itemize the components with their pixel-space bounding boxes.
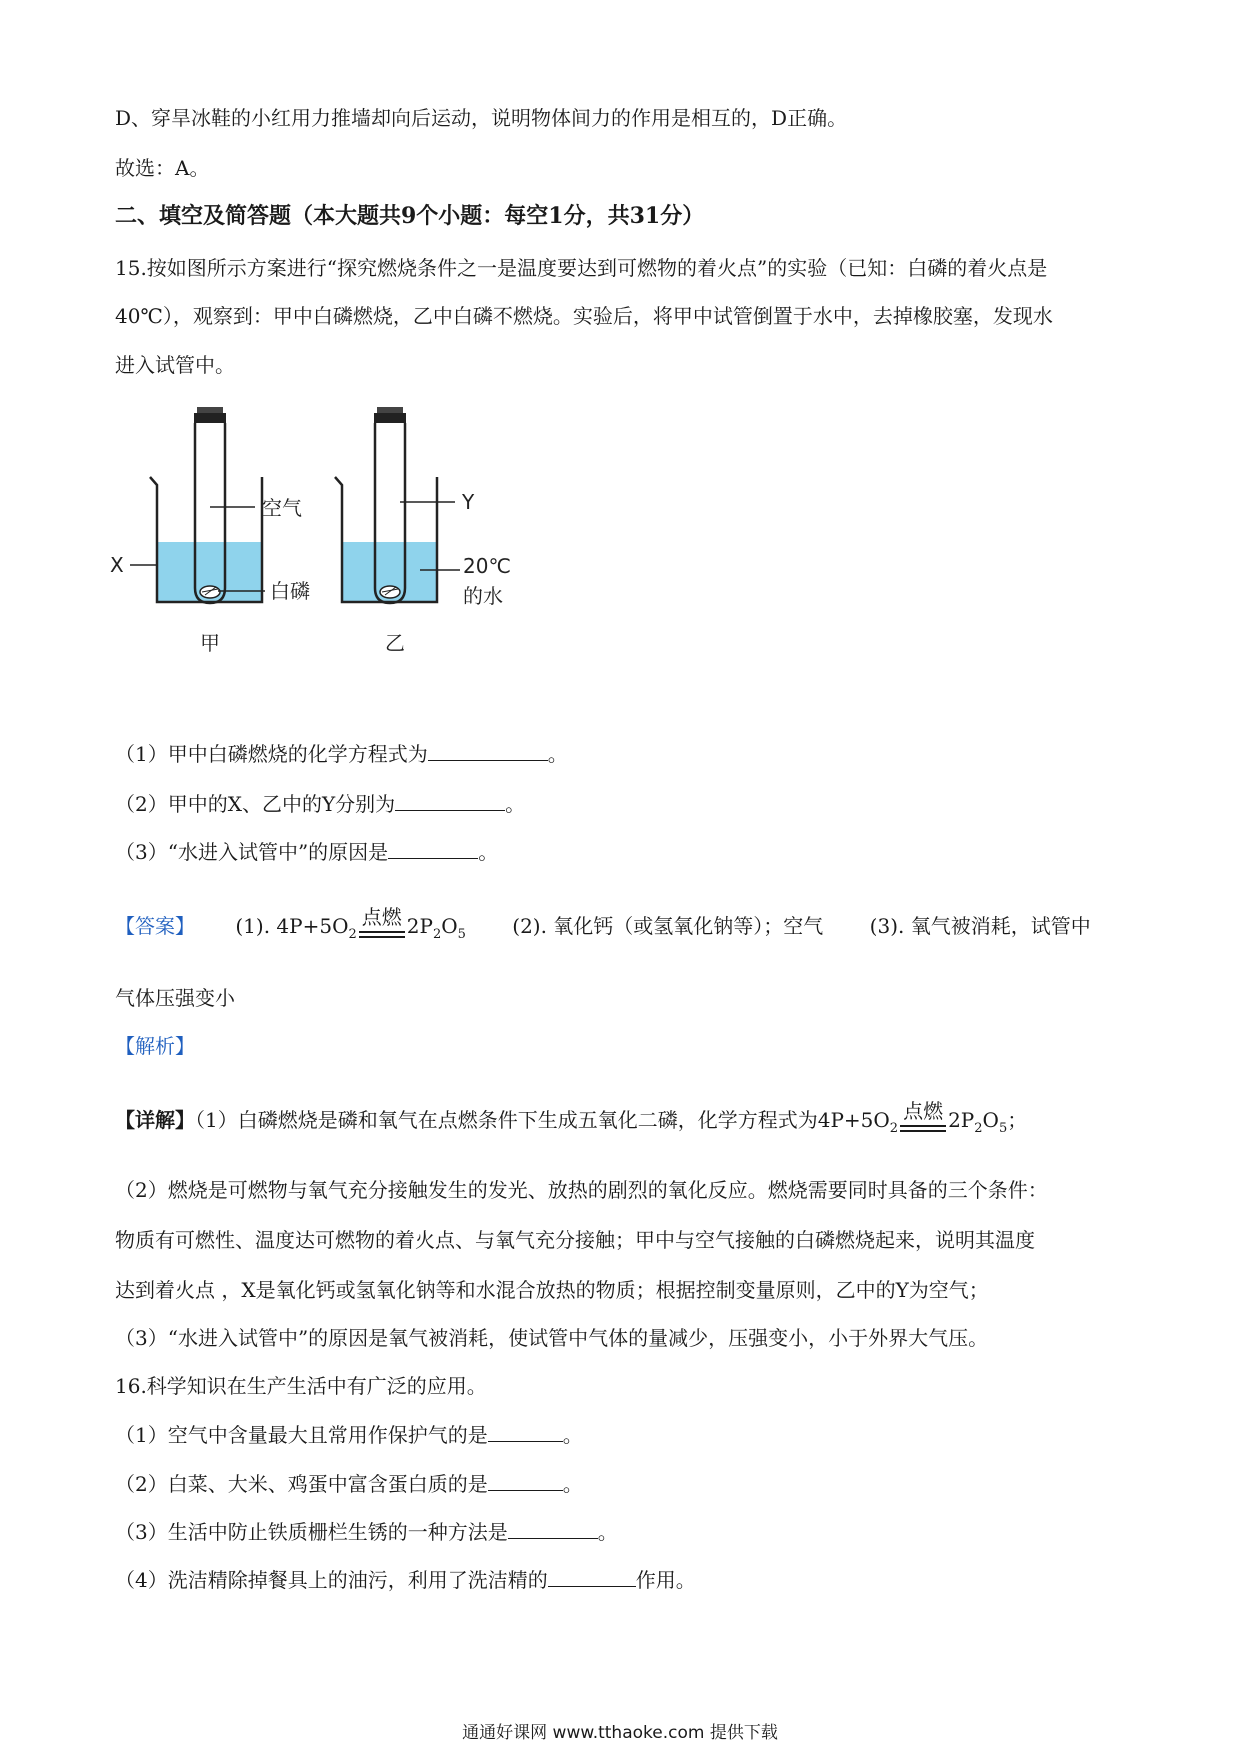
label-water: 的水 — [463, 584, 503, 608]
equation-sign: 点燃 — [357, 921, 407, 949]
q16-part-3: （3）生活中防止铁质栅栏生锈的一种方法是 。 — [115, 1520, 618, 1544]
stopper-yi — [374, 413, 406, 423]
detail-line-4: 达到着火点 ，X是氧化钙或氢氧化钠等和水混合放热的物质；根据控制变量原则，乙中的Y为空气； — [115, 1278, 989, 1302]
detail-line-3: 物质有可燃性、温度达可燃物的着火点、与氧气充分接触；甲中与空气接触的白磷燃烧起来，说明其温度 — [115, 1228, 1035, 1252]
choose-text: 故选：A。 — [115, 156, 210, 180]
q16-part-4: （4）洗洁精除掉餐具上的油污，利用了洗洁精的 作用。 — [115, 1568, 696, 1592]
q16-part-2: （2）白菜、大米、鸡蛋中富含蛋白质的是 。 — [115, 1472, 583, 1496]
q15-part-3: （3）“水进入试管中”的原因是 。 — [115, 840, 499, 864]
stopper-top-yi — [377, 407, 403, 413]
stopper-jia — [194, 413, 226, 423]
detail-line-5: （3）“水进入试管中”的原因是氧气被消耗，使试管中气体的量减少，压强变小，小于外界大气压。 — [115, 1326, 989, 1350]
answer-blank[interactable] — [508, 1520, 598, 1539]
beaker-jia — [130, 407, 265, 603]
label-air: 空气 — [262, 496, 302, 520]
footer: 通通好课网 www.tthaoke.com 提供下载 — [462, 1723, 778, 1743]
label-y: Y — [462, 490, 475, 514]
option-d-text: D、穿旱冰鞋的小红用力推墙却向后运动，说明物体间力的作用是相互的，D正确。 — [115, 106, 848, 130]
answer-blank[interactable] — [488, 1423, 563, 1442]
beaker-yi — [335, 407, 460, 603]
experiment-diagram — [110, 405, 590, 675]
q15-line-2: 40℃），观察到：甲中白磷燃烧，乙中白磷不燃烧。实验后，将甲中试管倒置于水中，去掉橡胶塞，发现水 — [115, 304, 1053, 328]
answer-line-2: 气体压强变小 — [115, 986, 235, 1010]
q16-part-1: （1）空气中含量最大且常用作保护气的是 。 — [115, 1423, 583, 1447]
q15-line-1: 15.按如图所示方案进行“探究燃烧条件之一是温度要达到可燃物的着火点”的实验（已知：白磷的着火点是 — [115, 256, 1048, 280]
q15-part-2: （2）甲中的X、乙中的Y分别为 。 — [115, 792, 526, 816]
answer-blank[interactable] — [428, 742, 548, 761]
q16-line: 16.科学知识在生产生活中有广泛的应用。 — [115, 1374, 487, 1398]
answer-blank[interactable] — [488, 1472, 563, 1491]
answer-tag: 【答案】 — [115, 914, 195, 938]
section-heading: 二、填空及简答题（本大题共9个小题：每空1分，共31分） — [115, 203, 705, 229]
answer-blank[interactable] — [395, 792, 505, 811]
equation-sign: 点燃 — [898, 1115, 948, 1143]
label-temperature: 20℃ — [463, 554, 511, 578]
label-yi: 乙 — [385, 631, 405, 655]
detail-line-1: 【详解】（1）白磷燃烧是磷和氧气在点燃条件下生成五氧化二磷，化学方程式为$4P+5O_2$ 点燃 $2P_2O_5$； — [115, 1106, 1027, 1143]
answer-line: 【答案】 (1). $4P+5O_2$ 点燃 $2P_2O_5$ (2). 氧化钙（或氢氧化钠等）；空气 (3). 氧气被消耗，试管中 — [115, 912, 1091, 949]
stopper-top-jia — [197, 407, 223, 413]
label-x: X — [110, 553, 124, 577]
analysis-tag: 【解析】 — [115, 1034, 195, 1058]
detail-line-2: （2）燃烧是可燃物与氧气充分接触发生的发光、放热的剧烈的氧化反应。燃烧需要同时具备的三个条件： — [115, 1178, 1048, 1202]
answer-blank[interactable] — [388, 840, 478, 859]
q15-line-3: 进入试管中。 — [115, 353, 235, 377]
answer-blank[interactable] — [548, 1568, 636, 1587]
q15-part-1: （1）甲中白磷燃烧的化学方程式为 。 — [115, 742, 568, 766]
label-white-phosphorus: 白磷 — [270, 579, 310, 603]
label-jia: 甲 — [200, 631, 220, 655]
